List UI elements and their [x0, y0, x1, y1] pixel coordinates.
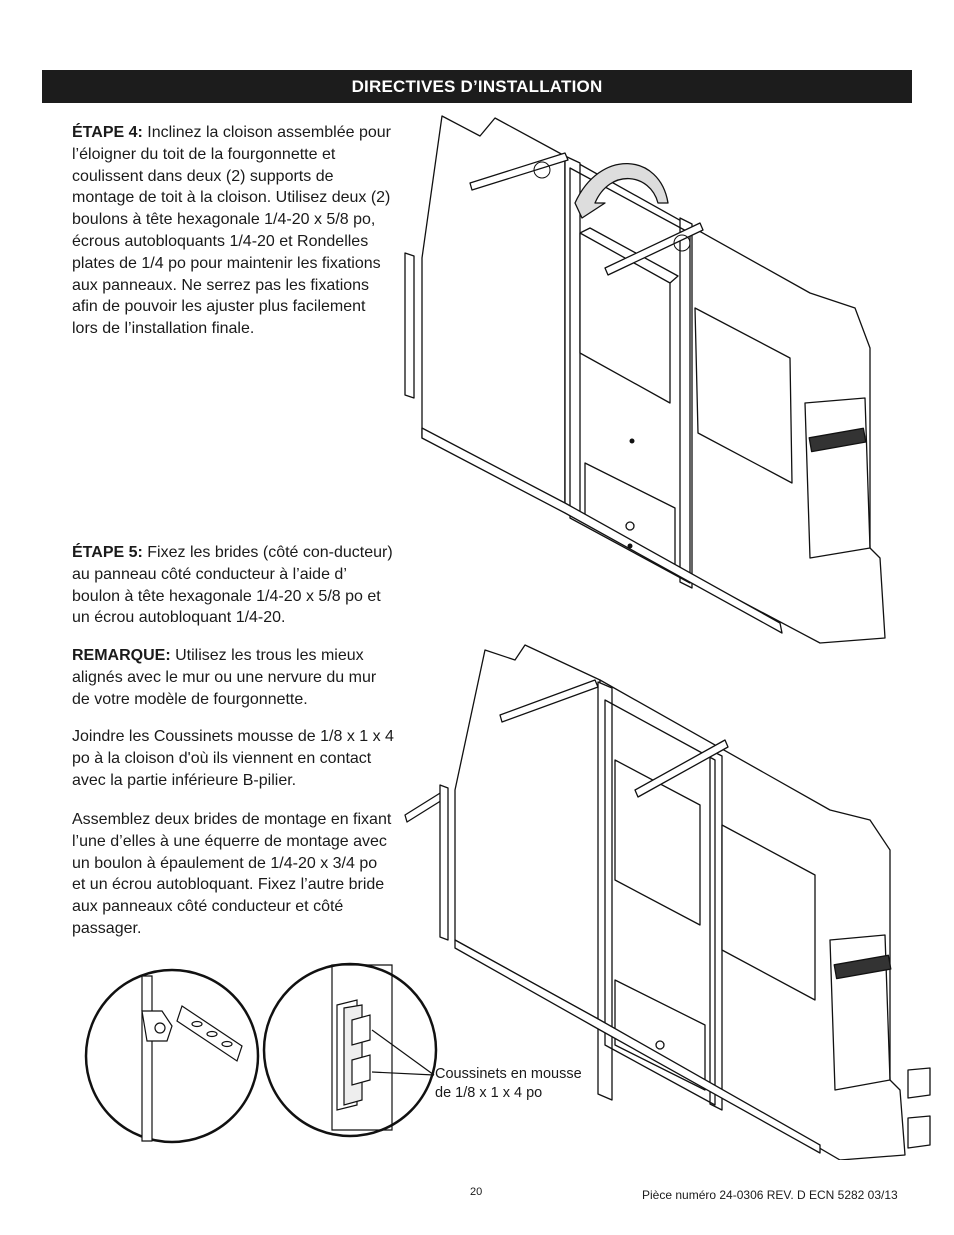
callout-line1: Coussinets en mousse	[435, 1066, 582, 1082]
step4-text: Inclinez la cloison assemblée pour l’éloigner du toit de la fourgonnette et coulissent dans deux (2) supports de montage de toit à la cloison. Utilisez deux (2) boulons à tête hexagonale 1/4-20 x 5/8 po, écrous autobloquants 1/4-20 et Rondelles plates de 1/4 po pour maintenir les fixations aux panneaux. Ne serrez pas les fixations afin de pouvoir les ajuster plus facilement lors de l’installation finale.	[72, 124, 391, 338]
step5-text: Fixez les brides (côté con-ducteur) au panneau côté conducteur à l’aide d’ boulon à tête hexagonale 1/4-20 x 5/8 po et un écrou autobloquant 1/4-20.	[72, 544, 393, 627]
note-label: REMARQUE:	[72, 647, 171, 664]
callout-line2: de 1/8 x 1 x 4 po	[435, 1085, 543, 1101]
step4-paragraph	[72, 122, 394, 340]
foam-pad-detail-circle	[262, 960, 442, 1140]
note-text: Utilisez les trous les mieux alignés avec le mur ou une nervure du mur de votre modèle de fourgonnette.	[72, 647, 377, 708]
bracket-detail-circle	[82, 966, 262, 1146]
foam-pad-callout	[435, 1065, 582, 1103]
step5-label: ÉTAPE 5:	[72, 544, 143, 561]
foam-paragraph: Joindre les Coussinets mousse de 1/8 x 1 x 4 po à la cloison d'où ils viennent en contact avec la partie inférieure B-pilier.	[72, 728, 394, 789]
section-header: DIRECTIVES D’INSTALLATION	[42, 70, 912, 103]
step5-paragraph	[72, 542, 394, 629]
step4-label: ÉTAPE 4:	[72, 124, 143, 141]
brackets-paragraph: Assemblez deux brides de montage en fixant l’une d’elles à une équerre de montage avec un boulon à épaulement de 1/4-20 x 3/4 po et un écrou autobloquant. Fixez l’autre bride aux panneaux côté conducteur et côté passager.	[72, 811, 392, 937]
note-paragraph	[72, 645, 394, 710]
page-number: 20	[470, 1186, 483, 1198]
part-number: Pièce numéro 24-0306 REV. D ECN 5282 03/13	[642, 1188, 898, 1202]
step4-partition-diagram	[400, 108, 900, 653]
